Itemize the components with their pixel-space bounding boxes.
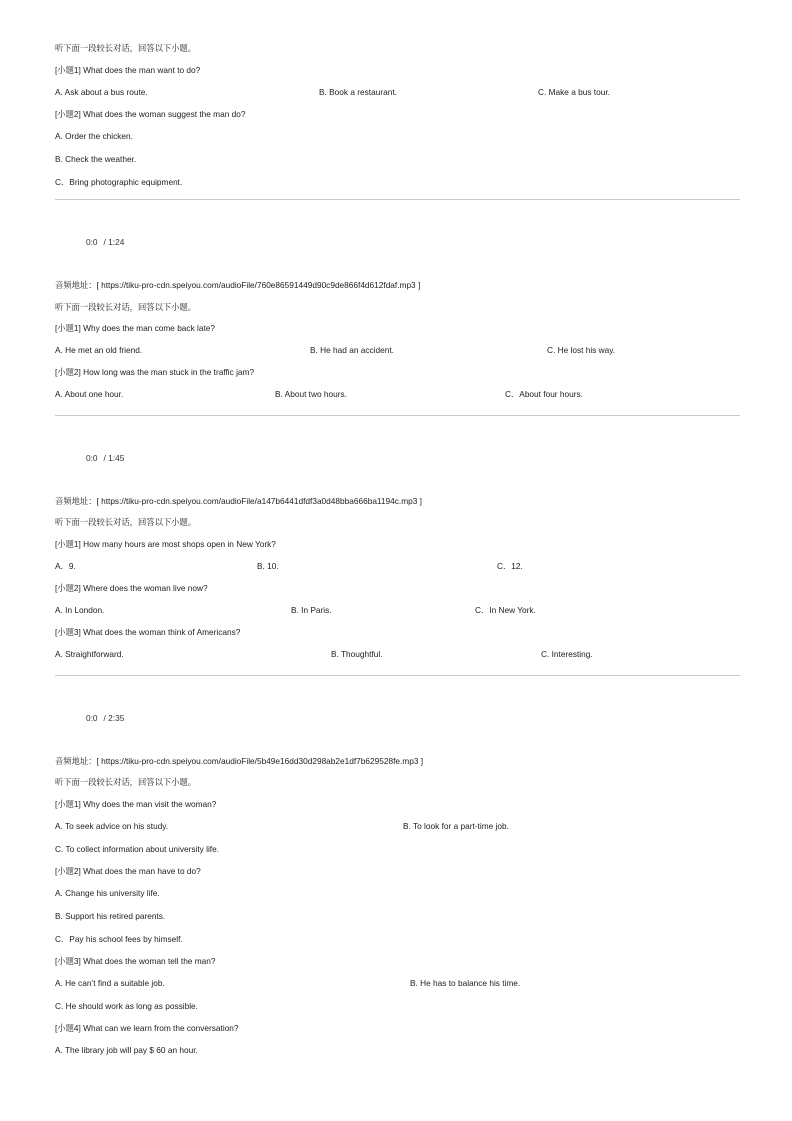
option-c: C．Pay his school fees by himself. [55,934,183,944]
option-b: B. In Paris. [291,605,332,615]
section-divider [55,675,740,676]
option-c: C. To collect information about university life. [55,844,220,854]
audio-current-time: 0:0 [86,453,98,463]
section-intro: 听下面一段较长对话，回答以下小题。 [55,777,197,787]
audio-url[interactable]: 音频地址：[ https://tiku-pro-cdn.speiyou.com/audioFile/5b49e16dd30d298ab2e1df7b629528fe.mp3 ] [55,756,424,766]
question-label: [小题2] What does the man have to do? [55,866,201,876]
question-label: [小题3] What does the woman tell the man? [55,956,216,966]
audio-url[interactable]: 音频地址：[ https://tiku-pro-cdn.speiyou.com/audioFile/a147b6441dfdf3a0d48bba666ba1194c.mp3 ] [55,496,422,506]
question-label: [小题4] What can we learn from the conversation? [55,1023,239,1033]
option-b: B. He had an accident. [310,345,394,355]
option-a: A. Ask about a bus route. [55,87,148,97]
audio-url[interactable]: 音频地址：[ https://tiku-pro-cdn.speiyou.com/audioFile/760e86591449d90c9de866f4d612fdaf.mp3 ] [55,280,421,290]
option-a: A．9. [55,561,76,571]
audio-player[interactable] [86,712,124,724]
section-intro: 听下面一段较长对话，回答以下小题。 [55,302,197,312]
question-label: [小题2] Where does the woman live now? [55,583,208,593]
question-label: [小题1] Why does the man visit the woman? [55,799,217,809]
option-b: B. He has to balance his time. [410,978,521,988]
audio-player[interactable] [86,236,124,248]
option-b: B. 10. [257,561,279,571]
section-intro: 听下面一段较长对话，回答以下小题。 [55,43,197,53]
section-divider [55,199,740,200]
option-b: B. About two hours. [275,389,347,399]
question-label: [小题3] What does the woman think of Americans? [55,627,241,637]
audio-total-time: / 2:35 [103,713,125,723]
option-c: C. He should work as long as possible. [55,1001,198,1011]
option-c: C．In New York. [475,605,536,615]
audio-total-time: / 1:45 [103,453,125,463]
audio-total-time: / 1:24 [103,237,125,247]
option-c: C. Make a bus tour. [538,87,610,97]
option-a: A. About one hour. [55,389,124,399]
option-b: B. To look for a part-time job. [403,821,509,831]
option-b: B. Book a restaurant. [319,87,397,97]
option-c: C．About four hours. [505,389,583,399]
option-a: A. In London. [55,605,105,615]
section-intro: 听下面一段较长对话，回答以下小题。 [55,517,197,527]
section-divider [55,415,740,416]
option-b: B. Thoughtful. [331,649,383,659]
option-c: C．12. [497,561,523,571]
question-label: [小题2] What does the woman suggest the man do? [55,109,246,119]
option-c: C．Bring photographic equipment. [55,177,183,187]
question-label: [小题1] How many hours are most shops open in New York? [55,539,276,549]
option-b: B. Check the weather. [55,154,137,164]
audio-player[interactable] [86,452,124,464]
option-a: A. To seek advice on his study. [55,821,169,831]
question-label: [小题1] Why does the man come back late? [55,323,216,333]
question-label: [小题2] How long was the man stuck in the traffic jam? [55,367,255,377]
question-label: [小题1] What does the man want to do? [55,65,201,75]
audio-current-time: 0:0 [86,713,98,723]
option-a: A. The library job will pay $ 60 an hour. [55,1045,198,1055]
option-a: A. Order the chicken. [55,131,133,141]
option-c: C. He lost his way. [547,345,616,355]
option-c: C. Interesting. [541,649,593,659]
option-a: A. Change his university life. [55,888,160,898]
option-b: B. Support his retired parents. [55,911,166,921]
audio-current-time: 0:0 [86,237,98,247]
option-a: A. Straightforward. [55,649,124,659]
option-a: A. He met an old friend. [55,345,143,355]
option-a: A. He can’t find a suitable job. [55,978,165,988]
